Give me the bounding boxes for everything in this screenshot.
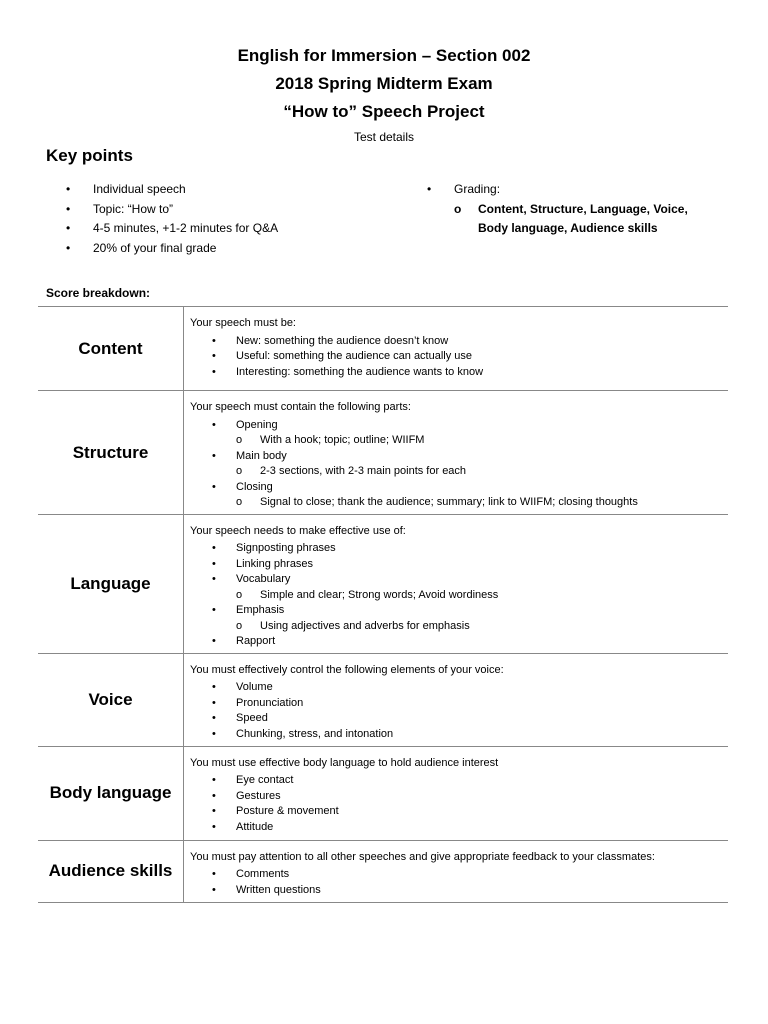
sub-list	[236, 433, 728, 449]
category-cell: Content	[38, 307, 184, 391]
list-item: • Attitude	[212, 820, 728, 836]
details-intro: Your speech must contain the following parts:	[190, 401, 411, 413]
details-intro: Your speech needs to make effective use of:	[190, 524, 406, 537]
details-list	[212, 541, 728, 650]
details-list	[212, 334, 728, 381]
sub-list	[236, 588, 728, 604]
project-title: “How to” Speech Project	[283, 102, 485, 121]
key-point-item: • 20% of your final grade	[66, 239, 278, 259]
details-intro: You must use effective body language to hold audience interest	[190, 756, 499, 769]
details-list	[212, 418, 728, 511]
details-cell	[184, 653, 729, 746]
details-intro: You must pay attention to all other speeches and give appropriate feedback to your classmates:	[190, 850, 655, 863]
grading-block	[427, 180, 717, 239]
list-item: • Eye contact	[212, 773, 728, 789]
details-cell	[184, 307, 729, 391]
key-point-item: • Topic: “How to”	[66, 200, 278, 220]
list-item: • Closing	[212, 480, 728, 496]
list-item: • Linking phrases	[212, 557, 728, 573]
list-item: • Chunking, stress, and intonation	[212, 727, 728, 743]
details-cell	[184, 514, 729, 653]
sub-list-item: o Signal to close; thank the audience; summary; link to WIIFM; closing thoughts	[236, 495, 728, 511]
document-header	[0, 42, 768, 146]
details-cell	[184, 840, 729, 902]
exam-title: 2018 Spring Midterm Exam	[275, 74, 493, 93]
category-cell: Language	[38, 514, 184, 653]
table-row	[38, 746, 728, 840]
list-item: • Gestures	[212, 789, 728, 805]
details-cell	[184, 391, 729, 515]
table-row	[38, 653, 728, 746]
sub-list-item: o Using adjectives and adverbs for emphasis	[236, 619, 728, 635]
sub-list-item: o 2-3 sections, with 2-3 main points for each	[236, 464, 728, 480]
key-points-heading: Key points	[46, 146, 133, 165]
score-breakdown-label: Score breakdown:	[46, 286, 151, 300]
key-point-item: • Individual speech	[66, 180, 278, 200]
sub-list	[236, 495, 728, 511]
list-item: • New: something the audience doesn’t know	[212, 334, 728, 350]
details-list	[212, 680, 728, 742]
details-list	[212, 773, 728, 835]
list-item: • Vocabulary	[212, 572, 728, 588]
list-item: • Interesting: something the audience wants to know	[212, 365, 728, 381]
list-item: • Speed	[212, 711, 728, 727]
sub-list	[236, 464, 728, 480]
grading-label: • Grading:	[427, 180, 717, 200]
details-cell	[184, 746, 729, 840]
list-item: • Opening	[212, 418, 728, 434]
details-intro: Your speech must be:	[190, 317, 296, 329]
list-item: • Pronunciation	[212, 696, 728, 712]
category-cell: Body language	[38, 746, 184, 840]
list-item: • Main body	[212, 449, 728, 465]
score-breakdown-table	[38, 306, 728, 903]
list-item: • Emphasis	[212, 603, 728, 619]
grading-criteria: o Content, Structure, Language, Voice, Body language, Audience skills	[454, 200, 717, 239]
category-cell: Structure	[38, 391, 184, 515]
list-item: • Comments	[212, 867, 728, 883]
key-points-list	[66, 180, 278, 258]
list-item: • Volume	[212, 680, 728, 696]
list-item: • Posture & movement	[212, 804, 728, 820]
table-row	[38, 840, 728, 902]
list-item: • Written questions	[212, 883, 728, 899]
category-cell: Voice	[38, 653, 184, 746]
sub-list	[236, 619, 728, 635]
list-item: • Rapport	[212, 634, 728, 650]
grading-list	[427, 180, 717, 200]
subtitle: Test details	[353, 130, 415, 144]
course-title: English for Immersion – Section 002	[237, 46, 531, 65]
details-list	[212, 867, 728, 898]
table-row	[38, 514, 728, 653]
list-item: • Useful: something the audience can actually use	[212, 349, 728, 365]
list-item: • Signposting phrases	[212, 541, 728, 557]
grading-sublist	[454, 200, 717, 239]
category-cell: Audience skills	[38, 840, 184, 902]
table-row	[38, 307, 728, 391]
details-intro: You must effectively control the following elements of your voice:	[190, 663, 504, 676]
table-row	[38, 391, 728, 515]
key-point-item: • 4-5 minutes, +1-2 minutes for Q&A	[66, 219, 278, 239]
sub-list-item: o With a hook; topic; outline; WIIFM	[236, 433, 728, 449]
sub-list-item: o Simple and clear; Strong words; Avoid wordiness	[236, 588, 728, 604]
